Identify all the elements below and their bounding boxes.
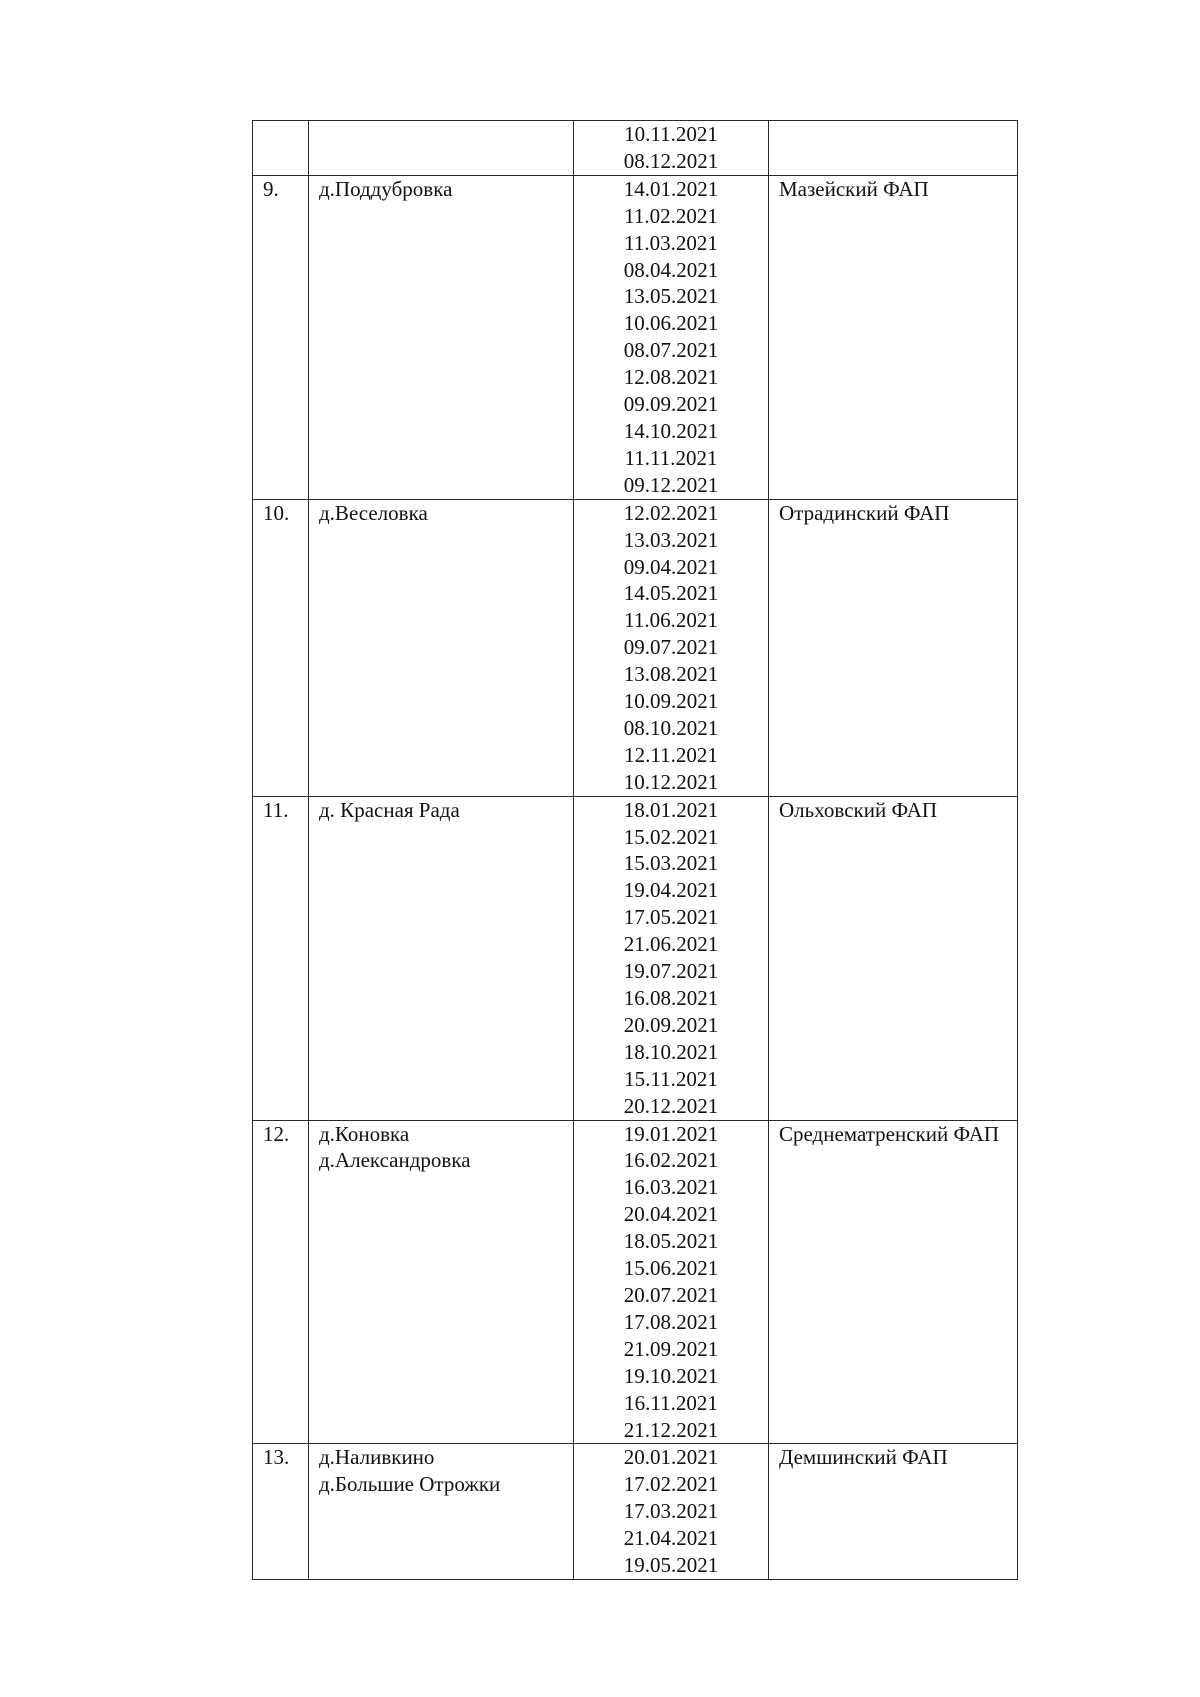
visit-date: 19.04.2021 xyxy=(623,878,719,903)
schedule-table-body xyxy=(253,121,1018,1580)
visit-date: 17.03.2021 xyxy=(623,1499,719,1524)
visit-date: 18.05.2021 xyxy=(623,1229,719,1254)
visit-date: 21.09.2021 xyxy=(623,1336,719,1361)
dates-cell xyxy=(574,499,769,796)
row-number: 12. xyxy=(263,1121,290,1146)
visit-date: 12.08.2021 xyxy=(623,365,719,390)
settlement-name: д.Поддубровка xyxy=(319,176,453,201)
settlement-name: д.Коновка xyxy=(319,1121,410,1146)
visit-date: 18.01.2021 xyxy=(623,797,719,822)
visit-date: 21.04.2021 xyxy=(623,1526,719,1551)
row-number-cell xyxy=(253,499,309,796)
dates-cell xyxy=(574,796,769,1120)
dates-cell xyxy=(574,1444,769,1580)
visit-date: 21.06.2021 xyxy=(623,932,719,957)
settlement-cell xyxy=(309,1444,574,1580)
settlement-name: д. Красная Рада xyxy=(319,797,460,822)
visit-date: 12.02.2021 xyxy=(623,500,719,525)
visit-date: 19.05.2021 xyxy=(623,1553,719,1578)
fap-cell xyxy=(769,175,1018,499)
visit-date: 19.07.2021 xyxy=(623,959,719,984)
row-number-cell xyxy=(253,1120,309,1444)
visit-date: 09.04.2021 xyxy=(623,554,719,579)
visit-date: 15.02.2021 xyxy=(623,824,719,849)
visit-date: 20.09.2021 xyxy=(623,1012,719,1037)
visit-date: 17.08.2021 xyxy=(623,1309,719,1334)
visit-date: 16.11.2021 xyxy=(624,1390,718,1415)
table-row xyxy=(253,1444,1018,1580)
settlement-name: д.Наливкино xyxy=(319,1445,435,1470)
visit-date: 17.02.2021 xyxy=(623,1472,719,1497)
fap-name: Демшинский ФАП xyxy=(779,1445,948,1470)
visit-date: 20.12.2021 xyxy=(623,1093,719,1118)
dates-cell xyxy=(574,175,769,499)
visit-date: 20.01.2021 xyxy=(623,1445,719,1470)
row-number-cell xyxy=(253,1444,309,1580)
table-row xyxy=(253,121,1018,176)
dates-cell xyxy=(574,1120,769,1444)
visit-date: 10.06.2021 xyxy=(623,311,719,336)
table-row xyxy=(253,1120,1018,1444)
visit-date: 16.02.2021 xyxy=(623,1148,719,1173)
visit-date: 20.04.2021 xyxy=(623,1202,719,1227)
visit-date: 10.12.2021 xyxy=(623,769,719,794)
visit-date: 11.03.2021 xyxy=(624,230,718,255)
settlement-cell xyxy=(309,121,574,176)
fap-cell xyxy=(769,796,1018,1120)
visit-date: 11.11.2021 xyxy=(624,445,718,470)
visit-date: 08.07.2021 xyxy=(623,338,719,363)
visit-date: 17.05.2021 xyxy=(623,905,719,930)
fap-name: Ольховский ФАП xyxy=(779,797,938,822)
visit-date: 09.12.2021 xyxy=(623,472,719,497)
table-row xyxy=(253,796,1018,1120)
visit-date: 08.04.2021 xyxy=(623,257,719,282)
visit-date: 10.11.2021 xyxy=(624,122,718,146)
visit-date: 13.05.2021 xyxy=(623,284,719,309)
fap-name: Отрадинский ФАП xyxy=(779,500,950,525)
schedule-table xyxy=(252,120,1018,1580)
settlement-cell xyxy=(309,1120,574,1444)
visit-date: 18.10.2021 xyxy=(623,1039,719,1064)
visit-date: 16.03.2021 xyxy=(623,1175,719,1200)
visit-date: 08.10.2021 xyxy=(623,715,719,740)
visit-date: 13.03.2021 xyxy=(623,527,719,552)
visit-date: 15.03.2021 xyxy=(623,851,719,876)
table-row xyxy=(253,175,1018,499)
visit-date: 15.11.2021 xyxy=(624,1066,718,1091)
visit-date: 11.02.2021 xyxy=(624,203,718,228)
visit-date: 19.01.2021 xyxy=(623,1121,719,1146)
row-number: 9. xyxy=(263,176,279,201)
visit-date: 14.05.2021 xyxy=(623,581,719,606)
visit-date: 20.07.2021 xyxy=(623,1282,719,1307)
settlement-cell xyxy=(309,499,574,796)
fap-cell xyxy=(769,499,1018,796)
visit-date: 15.06.2021 xyxy=(623,1256,719,1281)
visit-date: 19.10.2021 xyxy=(623,1363,719,1388)
visit-date: 08.12.2021 xyxy=(623,148,719,173)
visit-date: 13.08.2021 xyxy=(623,662,719,687)
settlement-name: д.Большие Отрожки xyxy=(319,1472,501,1497)
visit-date: 14.01.2021 xyxy=(623,176,719,201)
fap-cell xyxy=(769,121,1018,176)
row-number: 10. xyxy=(263,500,290,525)
visit-date: 14.10.2021 xyxy=(623,418,719,443)
row-number-cell xyxy=(253,796,309,1120)
fap-name: Мазейский ФАП xyxy=(779,176,929,201)
visit-date: 09.07.2021 xyxy=(623,635,719,660)
fap-cell xyxy=(769,1444,1018,1580)
settlement-cell xyxy=(309,175,574,499)
settlement-cell xyxy=(309,796,574,1120)
settlement-name: д.Александровка xyxy=(319,1148,471,1173)
dates-cell xyxy=(574,121,769,176)
visit-date: 16.08.2021 xyxy=(623,986,719,1010)
visit-date: 09.09.2021 xyxy=(623,392,719,417)
fap-name: Среднематренский ФАП xyxy=(779,1121,1000,1146)
row-number-cell xyxy=(253,175,309,499)
row-number: 11. xyxy=(263,797,289,822)
visit-date: 21.12.2021 xyxy=(623,1417,719,1442)
row-number-cell xyxy=(253,121,309,176)
visit-date: 10.09.2021 xyxy=(623,689,719,714)
visit-date: 11.06.2021 xyxy=(624,608,718,633)
table-row xyxy=(253,499,1018,796)
settlement-name: д.Веселовка xyxy=(319,500,428,525)
visit-date: 12.11.2021 xyxy=(624,742,718,767)
fap-cell xyxy=(769,1120,1018,1444)
row-number: 13. xyxy=(263,1445,290,1470)
